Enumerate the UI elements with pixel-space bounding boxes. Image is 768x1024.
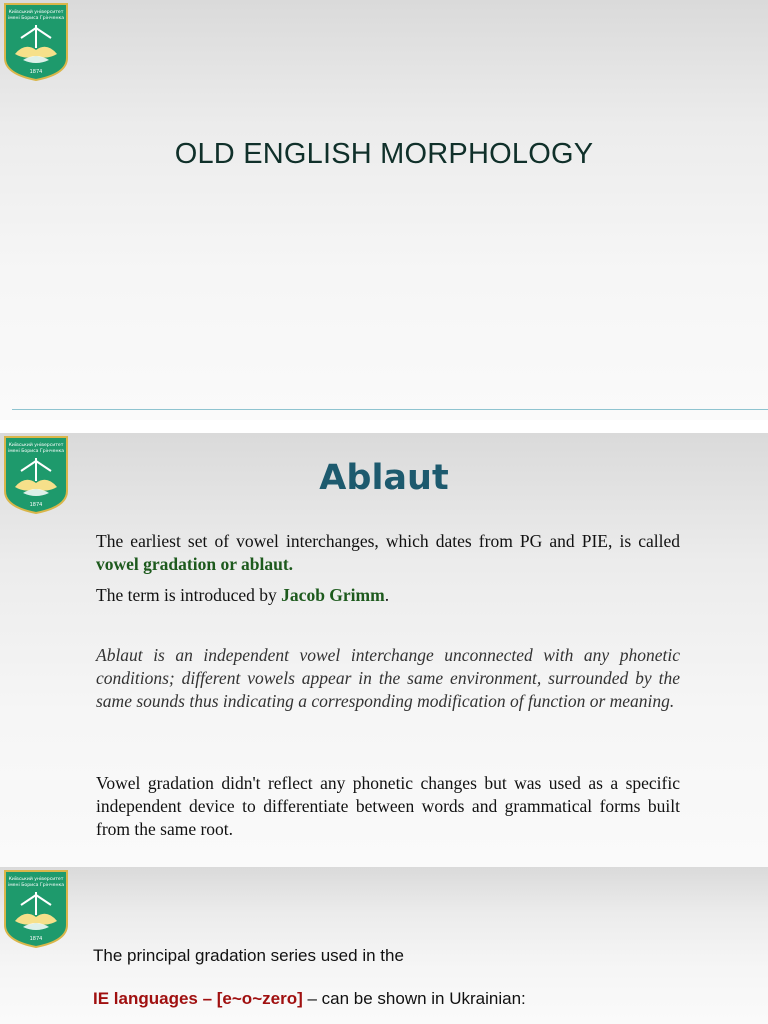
ukrainian-text: – can be shown in Ukrainian:	[302, 989, 526, 1008]
logo-text-line2: імені Бориса Грінченка	[7, 449, 65, 454]
logo-text-line2: імені Бориса Грінченка	[7, 883, 65, 888]
slide-3	[0, 867, 768, 1024]
slide-1	[0, 0, 768, 420]
definition-paragraph: Ablaut is an independent vowel interchange unconnected with any phonetic conditions; different vowels appear in the same environment, surrounded by the same sounds thus indicating a corresponding modification of function or meaning.	[96, 645, 680, 711]
grimm-end: .	[384, 585, 390, 605]
logo-year: 1874	[29, 69, 43, 75]
grimm-highlight: Jacob Grimm	[281, 585, 385, 605]
paragraph-grimm	[96, 584, 680, 607]
gradation-intro-line: The principal gradation series used in the	[93, 946, 404, 965]
ie-languages-line	[93, 989, 526, 1009]
paragraph-gradation: Vowel gradation didn't reflect any phonetic changes but was used as a specific independent device to differentiate between words and grammatical forms built from the same root.	[96, 773, 680, 839]
logo-text-line1: Київський університет	[8, 10, 64, 15]
university-logo	[3, 869, 69, 949]
divider-line	[12, 409, 768, 410]
logo-text-line1: Київський університет	[8, 877, 64, 882]
logo-year: 1874	[29, 936, 43, 942]
paragraph-intro	[96, 530, 680, 576]
logo-text-line2: імені Бориса Грінченка	[7, 16, 65, 21]
intro-text: The earliest set of vowel interchanges, which dates from PG and PIE, is called	[96, 531, 680, 551]
logo-text-line1: Київський університет	[8, 443, 64, 448]
slide-title: OLD ENGLISH MORPHOLOGY	[174, 138, 594, 170]
ie-series-highlight: IE languages – [e~o~zero]	[93, 989, 303, 1008]
grimm-text: The term is introduced by	[96, 585, 282, 605]
university-logo	[3, 2, 69, 82]
slide-2	[0, 433, 768, 867]
slide-title: Ablaut	[319, 458, 449, 498]
logo-year: 1874	[29, 502, 43, 508]
term-highlight: vowel gradation or ablaut.	[96, 554, 294, 574]
